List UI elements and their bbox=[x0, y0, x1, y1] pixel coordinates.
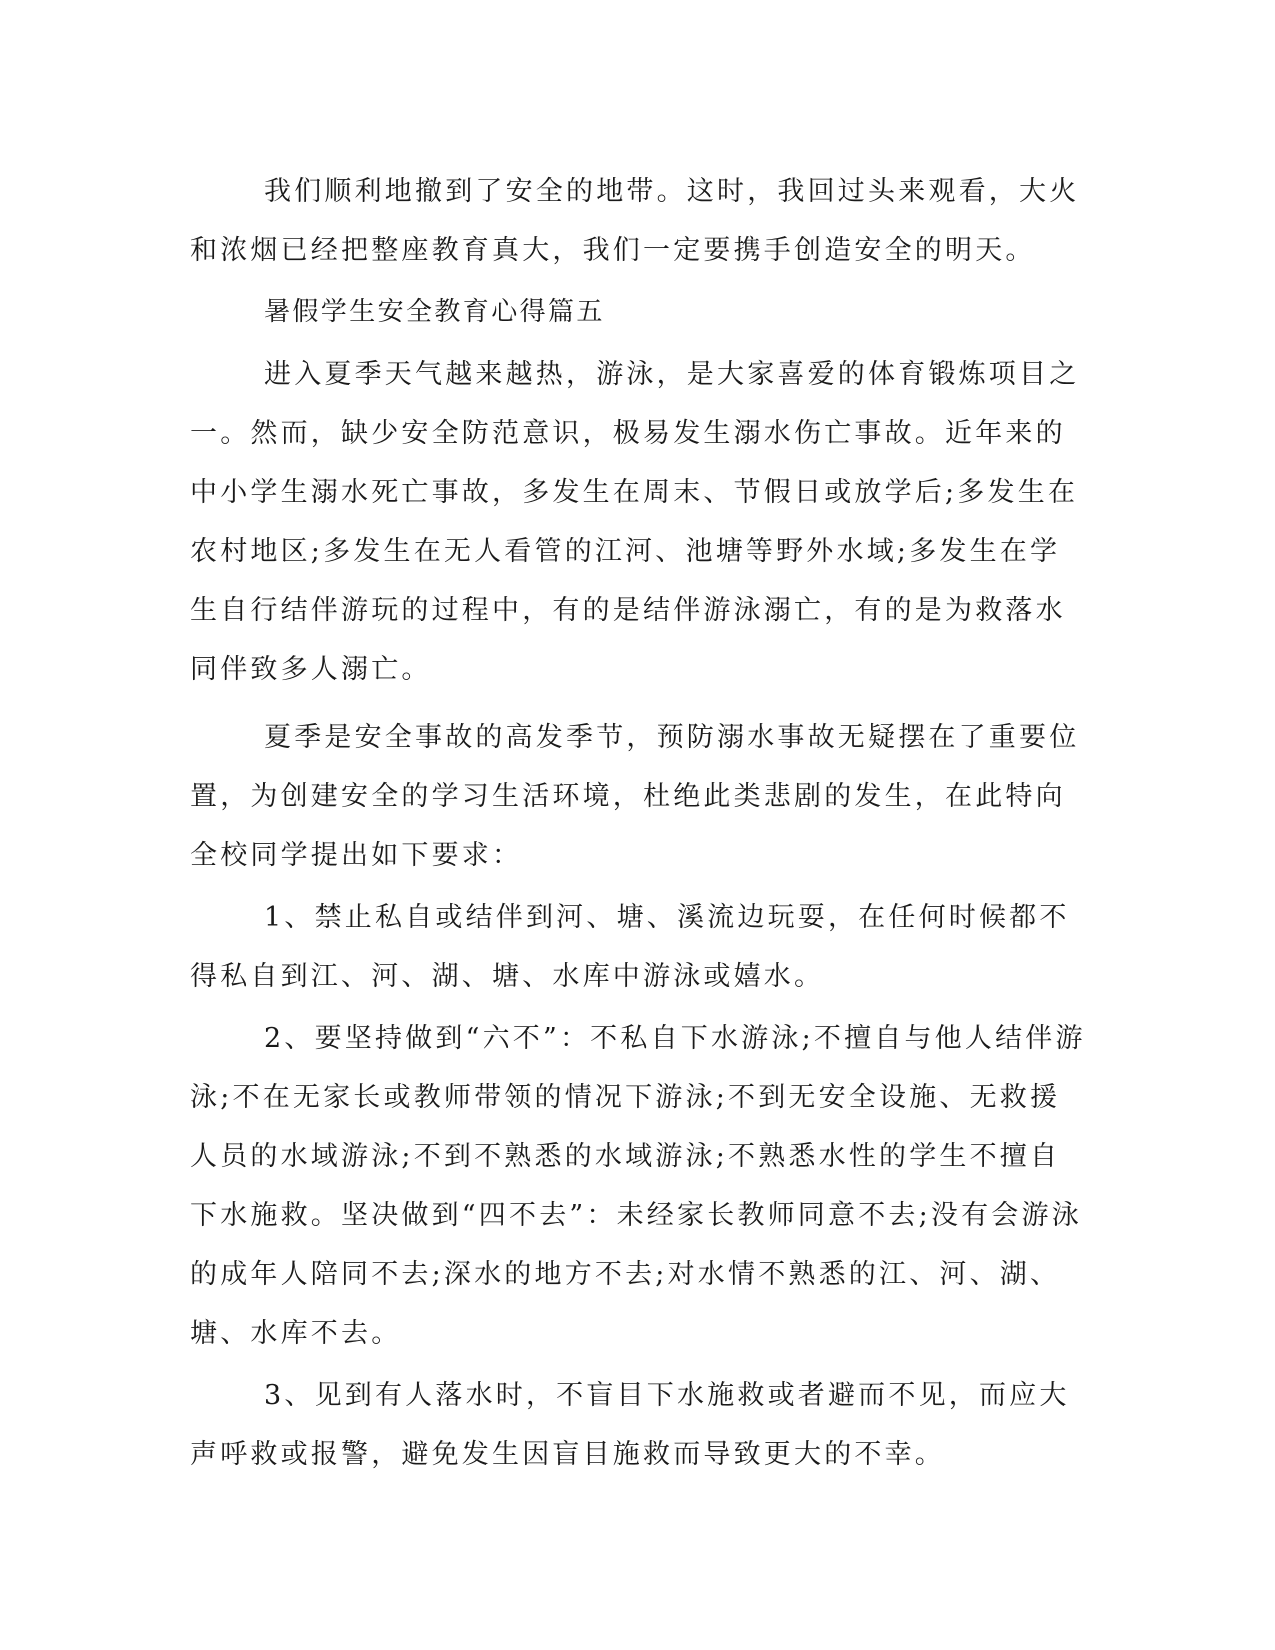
paragraph-rule-3: 3、见到有人落水时，不盲目下水施救或者避而不见，而应大声呼救或报警，避免发生因盲目施救而导致更大的不幸。 bbox=[190, 1380, 1070, 1470]
paragraph-rule-2: 2、要坚持做到“六不”：不私自下水游泳;不擅自与他人结伴游泳;不在无家长或教师带领的情况下游泳;不到无安全设施、无救援人员的水域游泳;不到不熟悉的水域游泳;不熟悉水性的学生不擅自下水施救。坚决做到“四不去”：未经家长教师同意不去;没有会游泳的成年人陪同不去;深水的地方不去;对水情不熟悉的江、河、湖、塘、水库不去。 bbox=[190, 1023, 1086, 1349]
paragraph-rule-1: 1、禁止私自或结伴到河、塘、溪流边玩耍，在任何时候都不得私自到江、河、湖、塘、水库中游泳或嬉水。 bbox=[190, 902, 1070, 992]
document-body bbox=[190, 162, 1090, 1484]
paragraph-drowning-intro: 进入夏季天气越来越热，游泳，是大家喜爱的体育锻炼项目之一。然而，缺少安全防范意识，极易发生溺水伤亡事故。近年来的中小学生溺水死亡事故，多发生在周末、节假日或放学后;多发生在农村地区;多发生在无人看管的江河、池塘等野外水域;多发生在学生自行结伴游玩的过程中，有的是结伴游泳溺亡，有的是为救落水同伴致多人溺亡。 bbox=[190, 359, 1080, 685]
paragraph-summer-safety: 夏季是安全事故的高发季节，预防溺水事故无疑摆在了重要位置，为创建安全的学习生活环境，杜绝此类悲剧的发生，在此特向全校同学提出如下要求： bbox=[190, 722, 1080, 871]
paragraph-escape-conclusion: 我们顺利地撤到了安全的地带。这时，我回过头来观看，大火和浓烟已经把整座教育真大，我们一定要携手创造安全的明天。 bbox=[190, 176, 1080, 266]
section-heading: 暑假学生安全教育心得篇五 bbox=[264, 297, 605, 327]
